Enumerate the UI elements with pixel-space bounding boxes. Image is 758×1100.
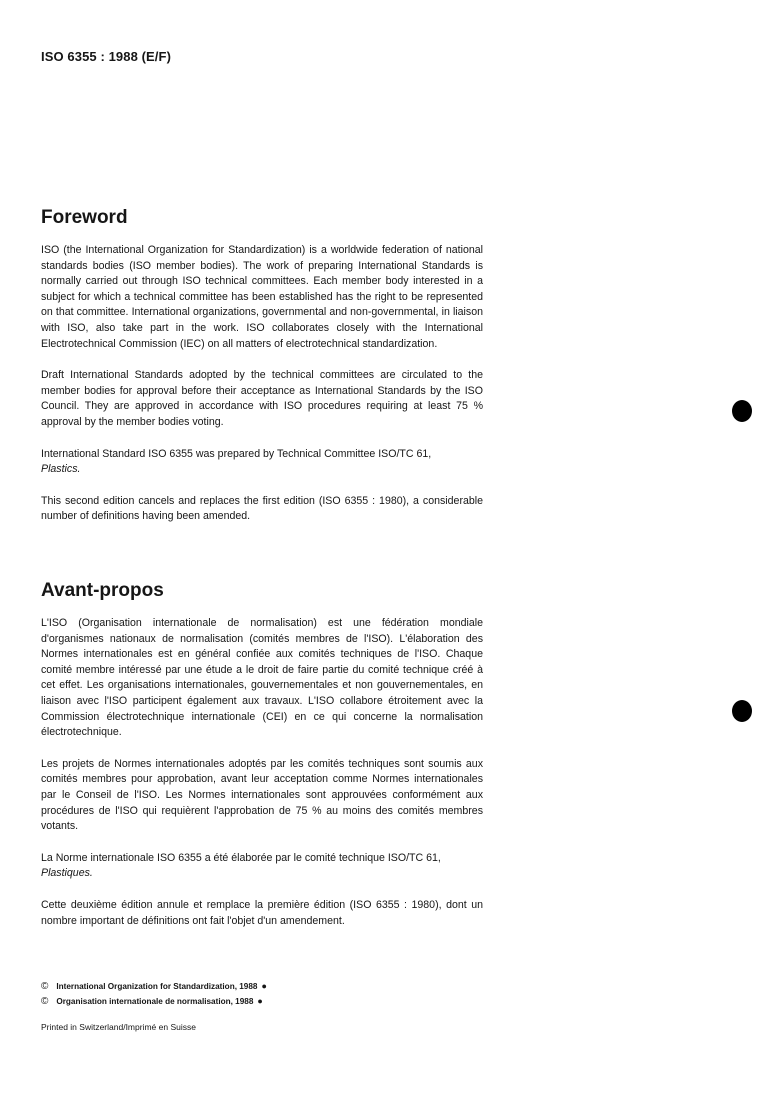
foreword-paragraph-4: This second edition cancels and replaces the first edition (ISO 6355 : 1980), a considerable number of definitions having been amended. (41, 494, 483, 523)
avant-propos-title: Avant-propos (41, 580, 164, 601)
avant-propos-paragraph-1: L'ISO (Organisation internationale de normalisation) est une fédération mondiale d'organismes nationaux de normalisation (comités membres de l'ISO). L'élaboration des Normes internationales est en général confiée aux comités techniques de l'ISO. Chaque comité membre intéressé par une étude a le droit de faire partie du comité technique créé à cet effet. Les organisations internationales, gouvernementales et non gouvernementales, en liaison avec l'ISO participent également aux travaux. L'ISO collabore étroitement avec la Commission électrotechnique internationale (CEI) en ce qui concerne la normalisation électrotechnique. (41, 617, 483, 739)
copyright-english-text: International Organization for Standardization, 1988 (56, 982, 258, 991)
foreword-paragraph-3-text: International Standard ISO 6355 was prepared by Technical Committee ISO/TC 61, (41, 447, 432, 460)
copyright-french-text: Organisation internationale de normalisation, 1988 (56, 997, 254, 1006)
foreword-committee-name: Plastics. (41, 463, 81, 476)
punch-hole-mark (732, 700, 752, 722)
foreword-title: Foreword (41, 207, 128, 228)
avant-propos-paragraph-4: Cette deuxième édition annule et remplace la première édition (ISO 6355 : 1980), dont un nombre important de définitions ont fait l'objet d'un amendement. (41, 898, 483, 927)
bullet-icon: ● (261, 981, 267, 991)
bullet-icon: ● (257, 996, 263, 1006)
copyright-french (41, 996, 263, 1007)
printed-in-note: Printed in Switzerland/Imprimé en Suisse (41, 1022, 196, 1032)
foreword-paragraph-1: ISO (the International Organization for Standardization) is a worldwide federation of national standards bodies (ISO member bodies). The work of preparing International Standards is normally carried out through ISO technical committees. Each member body interested in a subject for which a technical committee has been established has the right to be represented on that committee. International organizations, governmental and non-governmental, in liaison with ISO, also take part in the work. ISO collaborates closely with the International Electrotechnical Commission (IEC) on all matters of electrotechnical standardization. (41, 244, 483, 350)
foreword-paragraph-3 (41, 447, 483, 478)
avant-propos-section (41, 580, 483, 945)
foreword-section (41, 207, 483, 541)
copyright-english (41, 981, 267, 992)
avant-propos-paragraph-3-text: La Norme internationale ISO 6355 a été élaborée par le comité technique ISO/TC 61, (41, 851, 441, 864)
avant-propos-paragraph-3 (41, 851, 483, 882)
copyright-icon: © (41, 981, 49, 992)
copyright-icon: © (41, 996, 49, 1007)
avant-propos-committee-name: Plastiques. (41, 867, 93, 880)
document-header: ISO 6355 : 1988 (E/F) (41, 49, 171, 64)
punch-hole-mark (732, 400, 752, 422)
foreword-paragraph-2: Draft International Standards adopted by the technical committees are circulated to the member bodies for approval before their acceptance as International Standards by the ISO Council. They are approved in accordance with ISO procedures requiring at least 75 % approval by the member bodies voting. (41, 369, 483, 428)
avant-propos-paragraph-2: Les projets de Normes internationales adoptés par les comités techniques sont soumis aux comités membres pour approbation, avant leur acceptation comme Normes internationales par le Conseil de l'ISO. Les Normes internationales sont approuvées conformément aux procédures de l'ISO qui requièrent l'approbation de 75 % au moins des comités membres votants. (41, 757, 483, 833)
